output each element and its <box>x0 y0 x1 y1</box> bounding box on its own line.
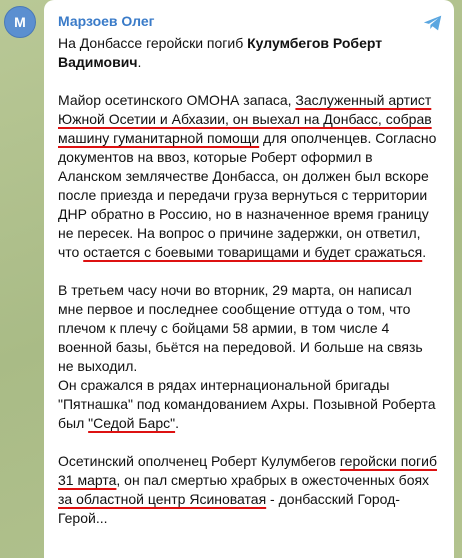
underlined-text: остается с боевыми товарищами и будет сражаться <box>83 244 423 260</box>
hero-name: Кулумбегов Роберт Вадимович <box>58 35 383 70</box>
underlined-text: Заслуженный артист Южной Осетии и Абхазии, он выехал на Донбасс, собрав машину гуманитарной помощи <box>58 92 432 146</box>
telegram-share-icon[interactable] <box>422 12 444 34</box>
underlined-text: геройски погиб 31 марта <box>58 453 437 488</box>
channel-avatar[interactable] <box>4 6 36 38</box>
avatar-initials: М <box>14 14 26 30</box>
underlined-text: "Седой Барс" <box>88 415 176 431</box>
underlined-text: за областной центр Ясиноватая <box>58 491 267 507</box>
paragraph-4: Он сражался в рядах интернациональной бригады "Пятнашка" под командованием Ахры. Позывной Роберта был "Седой Барс". <box>58 377 436 431</box>
paragraph-3: В третьем часу ночи во вторник, 29 марта, он написал мне первое и последнее сообщение оттуда о том, что плечом к плечу с бойцами 58 армии, в том числе 4 военной базы, бьётся на передовой. И больше на связь не выходил. <box>58 282 423 374</box>
message-author[interactable]: Марзоев Олег <box>58 13 155 29</box>
paragraph-5: Осетинский ополченец Роберт Кулумбегов геройски погиб 31 марта, он пал смертью храбрых в ожесточенных боях за областной центр Ясиноватая - донбасский Город-Герой... <box>58 453 437 526</box>
paragraph-2: Майор осетинского ОМОНА запаса, Заслуженный артист Южной Осетии и Абхазии, он выехал на Донбасс, собрав машину гуманитарной помощи для ополченцев. Согласно документов на ввоз, которые Роберт оформил в Аланском землячестве Донбасса, он должен был вскоре после приезда и передачи груза вернуться с территории ДНР обратно в Россию, но в назначенное время границу не пересек. На вопрос о причине задержки, он ответил, что остается с боевыми товарищами и будет сражаться. <box>58 92 437 260</box>
paragraph-1: На Донбассе геройски погиб Кулумбегов Роберт Вадимович. <box>58 35 383 70</box>
message-bubble <box>44 0 454 558</box>
message-text <box>58 34 440 528</box>
